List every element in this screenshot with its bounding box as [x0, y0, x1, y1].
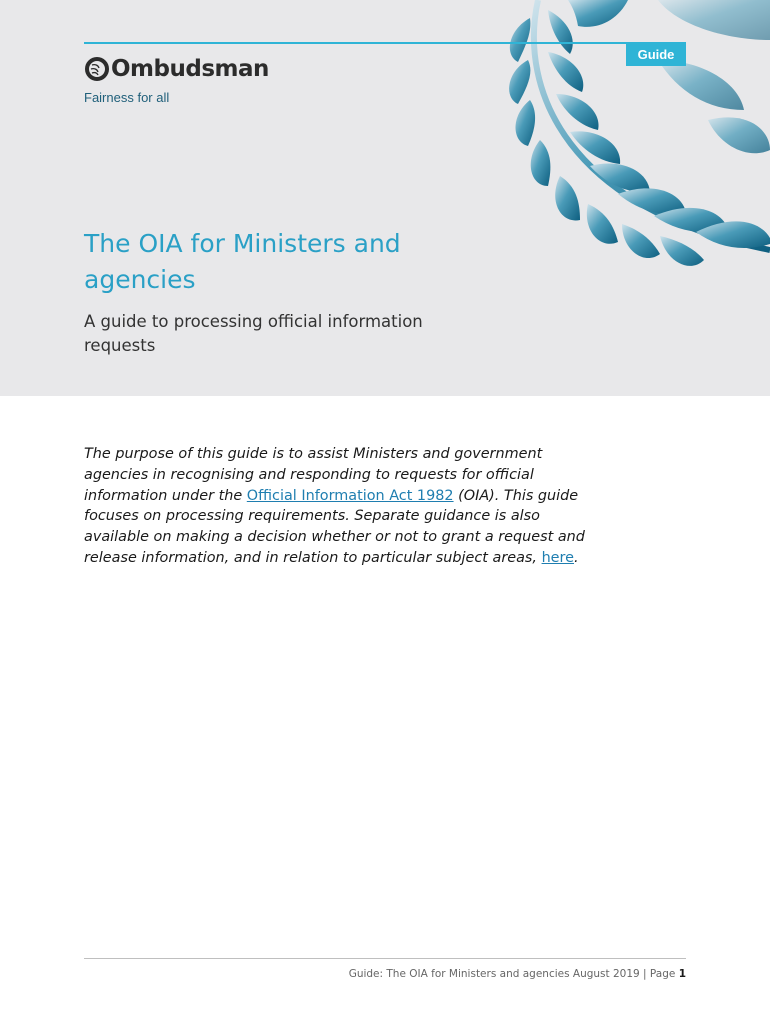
top-rule [84, 42, 686, 44]
intro-text-2: (OIA). This guide focuses on processing requirements. Separate guidance is also available on making a decision whether or not to grant a request and release information, and in relation to particular subject areas, [84, 487, 585, 566]
intro-text-3: . [574, 549, 579, 566]
here-link[interactable]: here [541, 549, 574, 566]
fern-o-icon [84, 56, 110, 82]
footer-text: Guide: The OIA for Ministers and agencies August 2019 | Page [348, 968, 679, 980]
cover-header [0, 0, 770, 396]
page-footer [84, 968, 686, 980]
footer-rule [84, 958, 686, 959]
oia-act-link[interactable]: Official Information Act 1982 [246, 487, 454, 504]
logo-tagline: Fairness for all [84, 90, 170, 105]
intro-text-1: The purpose of this guide is to assist Ministers and government agencies in recognising and responding to requests for official information under the [84, 446, 543, 504]
ombudsman-logo [84, 56, 269, 82]
page-title: The OIA for Ministers and agencies [84, 229, 401, 294]
intro-paragraph [84, 444, 599, 569]
guide-badge: Guide [626, 44, 686, 66]
logo-text: Ombudsman [111, 56, 269, 82]
page-number: 1 [678, 968, 686, 980]
page-subtitle: A guide to processing official information requests [84, 312, 423, 355]
